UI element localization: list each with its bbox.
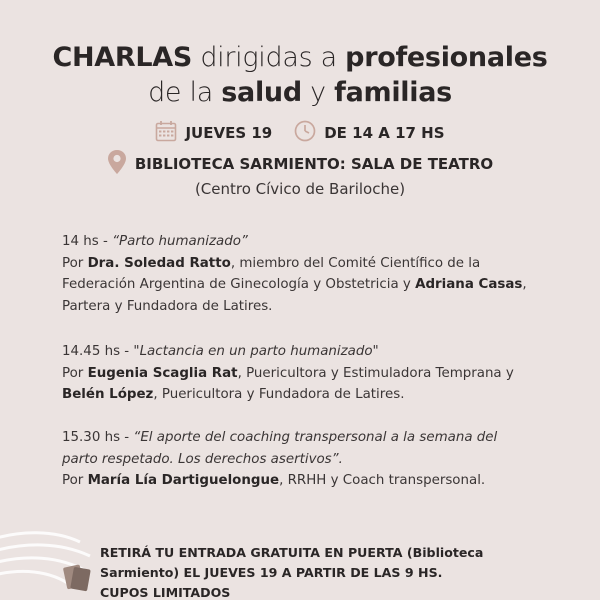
talk-title: “Parto humanizado” bbox=[112, 234, 248, 249]
ticket-icon bbox=[62, 560, 92, 598]
location-row bbox=[0, 150, 600, 178]
talk-text: Por bbox=[62, 365, 88, 381]
title-phrase-de-la: de la bbox=[148, 77, 213, 108]
talk-text: , Puericultora y Estimuladora Temprana y bbox=[237, 365, 514, 381]
talk-text: Por bbox=[62, 255, 88, 271]
clock-icon bbox=[294, 120, 316, 146]
talk-text: Partera y Fundadora de Latires. bbox=[62, 298, 273, 314]
talk-text: Federación Argentina de Ginecología y Obstetricia y bbox=[62, 277, 416, 292]
talk-text: , bbox=[522, 277, 527, 292]
talk-3 bbox=[62, 427, 542, 492]
speaker-name: Adriana Casas bbox=[415, 277, 523, 292]
title-word-familias: familias bbox=[334, 77, 452, 108]
talk-title: "Lactancia en un parto humanizado" bbox=[133, 344, 379, 359]
title-word-profesionales: profesionales bbox=[345, 42, 548, 73]
talk-text: Por bbox=[62, 473, 88, 488]
date-time-row bbox=[0, 119, 600, 147]
title-phrase-dirigidas: dirigidas a bbox=[200, 42, 337, 73]
talk-2 bbox=[62, 341, 542, 406]
footer-line-3: CUPOS LIMITADOS bbox=[100, 585, 231, 600]
footer-line-1: RETIRÁ TU ENTRADA GRATUITA EN PUERTA (Biblioteca bbox=[100, 545, 484, 560]
calendar-icon bbox=[155, 120, 177, 146]
talk-title: “El aporte del coaching transpersonal a la semana del bbox=[133, 430, 498, 445]
talk-time: 14 hs - bbox=[62, 234, 113, 249]
poster-title bbox=[0, 40, 600, 110]
footer-notice bbox=[100, 543, 500, 600]
event-place: BIBLIOTECA SARMIENTO: SALA DE TEATRO bbox=[134, 155, 494, 173]
speaker-name: María Lía Dartiguelongue bbox=[87, 473, 280, 488]
location-subtitle bbox=[0, 178, 600, 200]
title-line-1 bbox=[0, 40, 600, 75]
footer-line-2: Sarmiento) EL JUEVES 19 A PARTIR DE LAS 9 HS. bbox=[100, 565, 443, 580]
talk-text: , miembro del Comité Científico de la bbox=[230, 255, 481, 271]
talk-text: , RRHH y Coach transpersonal. bbox=[279, 473, 486, 488]
talk-time: 15.30 hs - bbox=[62, 430, 134, 445]
speaker-name: Belén López bbox=[62, 387, 154, 402]
talk-1 bbox=[62, 231, 542, 317]
event-date: JUEVES 19 bbox=[185, 124, 273, 142]
location-pin-icon bbox=[107, 149, 127, 179]
title-word-y: y bbox=[310, 77, 326, 108]
title-line-2 bbox=[0, 75, 600, 110]
talk-time: 14.45 hs - bbox=[62, 344, 134, 359]
talk-title-cont: parto respetado. Los derechos asertivos”. bbox=[62, 451, 343, 467]
title-word-salud: salud bbox=[221, 77, 302, 108]
speaker-name: Dra. Soledad Ratto bbox=[87, 255, 231, 271]
speaker-name: Eugenia Scaglia Rat bbox=[87, 365, 238, 381]
title-word-charlas: CHARLAS bbox=[52, 42, 193, 73]
event-time: DE 14 A 17 HS bbox=[324, 124, 445, 142]
talk-text: , Puericultora y Fundadora de Latires. bbox=[153, 387, 405, 402]
event-place-sub: (Centro Cívico de Bariloche) bbox=[194, 180, 406, 198]
